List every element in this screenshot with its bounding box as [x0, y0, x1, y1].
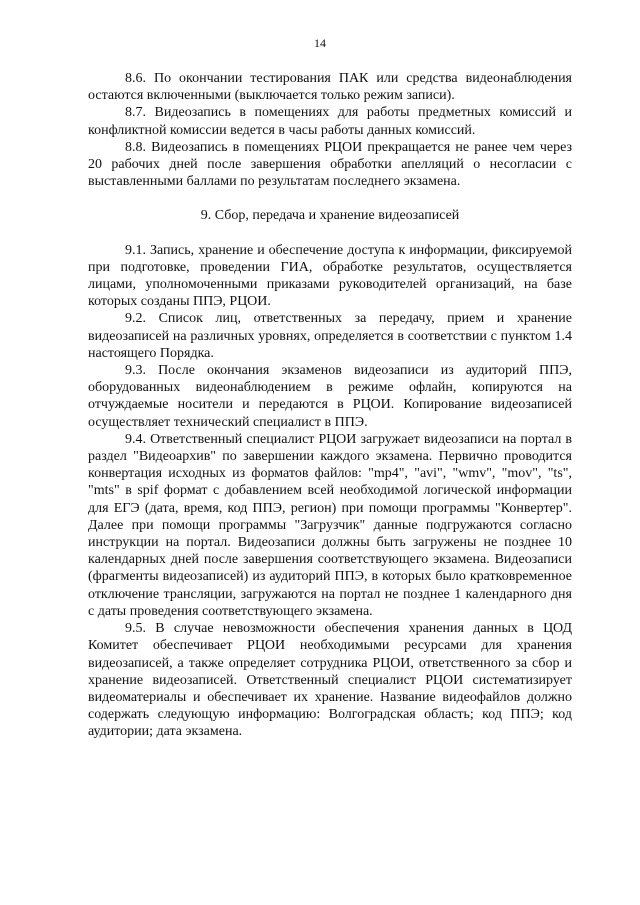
paragraph-8-7: 8.7. Видеозапись в помещениях для работы предметных комиссий и конфликтной комиссии ведется в часы работы данных комиссий. [88, 105, 572, 138]
paragraph-9-2: 9.2. Список лиц, ответственных за передачу, прием и хранение видеозаписей на различных уровнях, определяется в соответствии с пунктом 1.4 настоящего Порядка. [88, 311, 572, 361]
paragraph-9-1: 9.1. Запись, хранение и обеспечение доступа к информации, фиксируемой при подготовке, проведении ГИА, обработке результатов, осуществляется лицами, уполномоченными приказами руководителей организаций, на базе которых созданы ППЭ, РЦОИ. [88, 242, 572, 310]
paragraph-9-4: 9.4. Ответственный специалист РЦОИ загружает видеозаписи на портал в раздел "Видеоархив" по завершении каждого экзамена. Первично проводится конвертация исходных из форматов файлов: "mp4", "avi", "wmv", "mov", "ts", "mts" в spif формат с добавлением всей необходимой логической информации для ЕГЭ (дата, время, код ППЭ, регион) при помощи программы "Конвертер". Далее при помощи программы "Загрузчик" данные подгружаются согласно инструкции на портал. Видеозаписи должны быть загружены не позднее 10 календарных дней после завершения соответствующего экзамена. Видеозаписи (фрагменты видеозаписей) из аудиторий ППЭ, в которых было кратковременное отключение трансляции, загружаются на портал не позднее 1 календарного дня с даты проведения соответствующего экзамена. [88, 431, 572, 619]
page-number: 14 [314, 36, 326, 50]
paragraph-8-6: 8.6. По окончании тестирования ПАК или средства видеонаблюдения остаются включенными (выключается только режим записи). [88, 71, 572, 104]
section-heading: 9. Сбор, передача и хранение видеозаписей [200, 208, 460, 224]
document-body [88, 70, 572, 741]
paragraph-9-5: 9.5. В случае невозможности обеспечения хранения данных в ЦОД Комитет обеспечивает РЦОИ необходимыми ресурсами для хранения видеозаписей, а также определяет сотрудника РЦОИ, ответственного за сбор и хранение видеозаписей. Ответственный специалист РЦОИ систематизирует видеоматериалы и обеспечивает их хранение. Название видеофайлов должно содержать следующую информацию: Волгоградская область; код ППЭ; код аудитории; дата экзамена. [88, 621, 572, 740]
paragraph-9-3: 9.3. После окончания экзаменов видеозаписи из аудиторий ППЭ, оборудованных видеонаблюдением в режиме офлайн, копируются на отчуждаемые носители и передаются в РЦОИ. Копирование видеозаписей осуществляет технический специалист в ППЭ. [88, 363, 572, 430]
paragraph-8-8: 8.8. Видеозапись в помещениях РЦОИ прекращается не ранее чем через 20 рабочих дней после завершения обработки апелляций о несогласии с выставленными баллами по результатам последнего экзамена. [88, 139, 572, 190]
